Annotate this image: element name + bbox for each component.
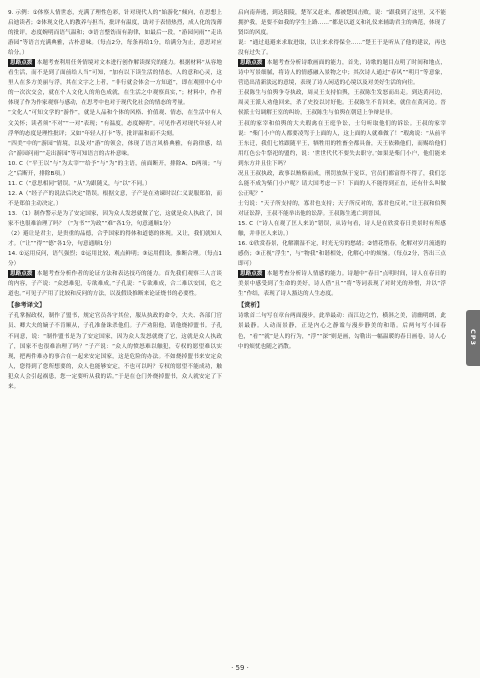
left-column: [8, 8, 222, 392]
answer-paragraph: 诗歌首二句写在章台两面漫步，此举最动：而江边之竹，横斜之美，清幽明朗，此景最静。人动而景静，正是内心之静谧与漫步静美的和谐。后两句写小园春色，“看”“就”是人的行为，“浮”“深”则是画，勾勒出一幅温暖的春日画卷，诗人心中的烦忧也随之消散。: [238, 313, 446, 350]
analysis-tag: 思路点拨: [240, 60, 263, 67]
answer-paragraph: 12. A（“经子产的说法后决定”错误。根据文意，子产是在劝谏时以仁义说服郑伯，而不是郑伯主动决定。）: [8, 190, 222, 207]
answer-paragraph: 9. 示例：①体察人情世态，充满了理性色彩，针对现代人的“始游化”倾向，在思想上启迪读者；②体现文化人的教养与担当，批评有温度，助对于表情热烈，成人化的浅薄的批评，态度婉明而语气温和；③语言整饬而有韵律，如最后一段，“游园问雨”“走出游园”等语言充满典雅，古朴意味。（每点2分，每条再给1分，给满分为止，意思对应给分。）: [8, 10, 222, 57]
answer-paragraph: 王叔的家宰和伯舆的大夫瑕禽在王庭争讼，士匄听取他们的诉讼。王叔的家宰说：“柴门小户的人都要凌驾于上面的人，这上面的人就难做了！”瑕禽说：“从前平王东迁，我们七姓跟随平王，牺牲用的牲畜全都具备，天王依赖他们，而赐给他们用红色公牛祭祀的盟约，说：‘世世代代不要失去职守。’如果是柴门小户，他们能来到东方并且住下吗？: [238, 120, 446, 167]
analysis-tag: 思路点拨: [240, 271, 263, 278]
section-heading: 【参考译文】: [8, 302, 46, 310]
analysis-paragraph: [238, 58, 446, 88]
section-heading: 【赏析】: [238, 302, 263, 310]
answer-paragraph: 子孔掌握政权，制作了盟书，规定官员各守其位，服从执政的命令，大夫、各部门官员、卿大夫的嫡子不肯顺从，子孔准备诛杀他们。子产劝阻他，请他烧掉盟书。子孔不同意，说：“制作盟书是为了安定国家，因为众人发怒就烧了它，这就是众人执政了，国家不也很难治理了吗？”子产说：“众人的愤怒难以触犯，专权的愿望难以实现，把两件难办的事合在一起来安定国家，这是危险的办法。不如烧掉盟书来安定众人，您得到了您所想要的，众人也能够安定，不也可以吗？专权的愿望不能成功，触犯众人会引起祸患，您一定要听从我的话。”于是在仓门外烧掉盟书，众人就安定了下来。: [8, 313, 222, 390]
chapter-side-tab: CP3: [466, 310, 480, 366]
analysis-paragraph: [238, 269, 446, 299]
analysis-tag: 思路点拨: [10, 60, 33, 67]
analysis-text: 本题考查分析诗歌画面的能力，首先，诗歌的题目点明了时间和地点，诗中写景细腻，将诗人的情感融入景物之中；其次诗人通过“春风”“明月”等意象，营造出清新淡远的意境，表现了诗人闲适的心境以及对美好生活的向往。: [238, 60, 446, 87]
answer-paragraph: 15. C（“诗人在观了匡人来访”错误，从诗句看，诗人是在欣赏春日美景时有所感触，并非匡人来访。）: [238, 220, 446, 238]
answer-paragraph: 况且王叔执政，政事以贿赂而成，刑罚放纵于宠臣，官员们都富得不得了，我们怎么能不成为柴门小户呢？请大国考虑一下！下面的人不能得到正直，还有什么叫做公正呢？”: [238, 170, 446, 197]
analysis-paragraph: [8, 269, 222, 299]
answer-paragraph: 说：“通过退避来求取进取，以让来求得保全……”楚王于是听从了他的建议，再也没有过失了。: [238, 40, 446, 57]
answer-paragraph: 10. C（“平王以”与“为太宰”“给予”与“为”的主语，前面断开，排除A、D两项；“与之”后断开，排除B项。）: [8, 160, 222, 177]
answer-paragraph: 13. （1）制作警示是为了安定国家，因为众人发怒就做了它，这就是众人执政了，国家不也很难治理了吗？（“为书”“为政”“难”各1分，句意通顺1分）: [8, 210, 222, 227]
answer-paragraph: 启向南奔逃，到达阳陵，楚军又赶来，都被楚国击败，说：“跟我到了这里，又不能拥护我，是要不如我的学生上路……”都是以道义和礼仪来辅助君主的典范，体现了贤臣的风度。: [238, 10, 446, 37]
analysis-text: 本题考查分析诗人情感的能力。诗题中“春日”点明时间，诗人在春日的美景中感受到了生命的美好，诗人借“且”“将”等词表现了对时光的珍惜，并以“浮生”作结，表现了诗人豁达的人生态度。: [238, 271, 446, 298]
right-column: [238, 8, 446, 352]
answer-paragraph: 14. ①运用反问，语气强烈；②运用比较，观点鲜明；③运用假设，推断合理。（每点1分）: [8, 251, 222, 268]
analysis-tag: 思路点拨: [10, 271, 33, 278]
analysis-text: 本题考查利用任务情境对文本进行创作解读探究的能力。根据材料“从容地看生活，而不是到了面前给人当”可知，“加有以下读生活的情态，人的意和心灵，这里人在多方美丽与浮，其在文字之上者，“非行就会体会一方知道”，即在观照中心中的一次次交会，就在个人文化人的角色成就，在生活之中观察真实，”；材料中，作者体现了作为作家观察与感动，在思考中也对于现代化社会的情态的考量。: [8, 60, 222, 107]
analysis-text: 本题考查分析作者的论证方法和表达技巧的能力。首先我们观察三人言谈的内容，子产说：“众怒难犯，专欲难成。”子孔说：“专欲难成，合二难以安国，危之道也。”可见子产用了比较和反问的方法，以及假设推断来论证烧书的必要性。: [8, 271, 222, 298]
analysis-paragraph: [8, 58, 222, 108]
answer-paragraph: 11. C（“意思相同”错误。“从”为跟随义，与“以”不同。）: [8, 180, 151, 187]
page-number: · 59 ·: [231, 664, 249, 672]
answer-paragraph: “四美”中的“游园”情境，以及对“游”的领会，体现了语言风格典雅，有韵律感，结合“游园问雨”“走出游园”等可知语言的古朴意味。: [8, 140, 222, 157]
answer-paragraph: 16. ①欣赏春景，化解潮湿不定，时光无穷的愁绪；②惜花惜春，化解对岁月流逝的感伤；③正视“浮生”，与“物我”和谐相处，化解心中的烦恼。（每点2分，答出三点即可）: [238, 241, 446, 268]
answer-paragraph: 王叔陈生与伯舆争夺执政，周灵王支持伯舆，王叔陈生发怒而出走。到达黄河边，周灵王派人劝他回来，杀了史狡以讨好他。王叔陈生不肯回来，就住在黄河边。晋侯派士匄调解王室的纠纷，王叔陈生与伯舆在朝廷上争辩是非。: [238, 90, 446, 117]
answer-paragraph: “文化人”可知文学的“游作”，就是人品和个体的风格、价值观、情态，在生活中有人文关怀；读者须“不对”“一对”表现；“有温度，态度婉明”。可见作者对现代年轻人对浮华的态度是理性批评；又如“年轻人打卡”等，批评温和而不尖刻。: [8, 110, 222, 137]
answer-paragraph: 士匄说：“天子所支持的，寡君也支持；天子所反对的，寡君也反对。”让王叔和伯舆对证讼辞，王叔不能举出他的讼辞。王叔陈生逃亡到晋国。: [238, 200, 446, 217]
answer-paragraph: （2）避让是君主，是贵重的品德，合乎国家的得体和道德的体现。又让，我们就知人才。（“让”“得”“德”各1分，句意通顺1分）: [8, 231, 222, 248]
